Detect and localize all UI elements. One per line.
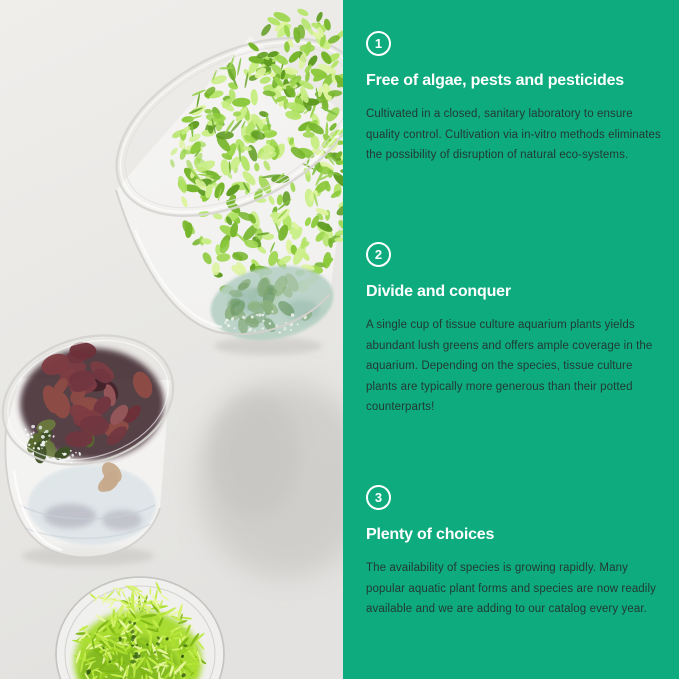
green-info-panel <box>343 0 679 679</box>
section-3-body: The availability of species is growing rapidly. Many popular aquatic plant forms and species are now readily available and we are adding to our catalog every year. <box>366 562 656 615</box>
section-3-title: Plenty of choices <box>366 526 495 543</box>
section-plenty-of-choices <box>366 485 664 620</box>
section-2-title: Divide and conquer <box>366 283 511 300</box>
step-2-number-badge: 2 <box>366 242 391 267</box>
section-divide-and-conquer <box>366 242 664 418</box>
step-3-number-badge: 3 <box>366 485 391 510</box>
section-1-body: Cultivated in a closed, sanitary laboratory to ensure quality control. Cultivation via in-vitro methods eliminates the possibility of disruption of natural eco-systems. <box>366 108 661 161</box>
section-1-title: Free of algae, pests and pesticides <box>366 72 624 89</box>
section-free-of-algae <box>366 31 664 166</box>
section-2-body: A single cup of tissue culture aquarium plants yields abundant lush greens and offers ample coverage in the aquarium. Depending on the species, tissue culture plants are typically more generous than their potted counterparts! <box>366 319 653 413</box>
step-1-number-badge: 1 <box>366 31 391 56</box>
